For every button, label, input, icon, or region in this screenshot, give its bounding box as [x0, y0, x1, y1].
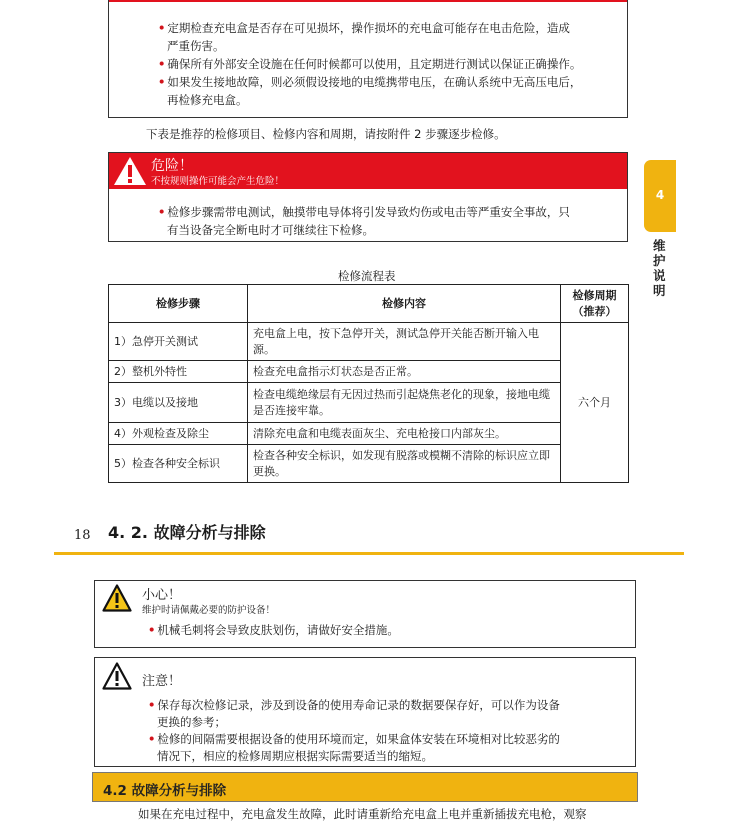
- top-box-header-remnant: [109, 0, 627, 2]
- top-bullet-1-cont: 严重伤害。: [167, 39, 225, 53]
- danger-bullet: • 检修步骤需带电测试，触摸带电导体将引发导致灼伤或电击等严重安全事故，只: [158, 205, 570, 219]
- row-step: 4）外观检查及除尘: [109, 423, 248, 445]
- period-cell: 六个月: [561, 323, 629, 483]
- top-bullet-2: • 确保所有外部安全设施在任何时候都可以使用，且定期进行测试以保证正确操作。: [158, 57, 582, 71]
- notice-title: 注意！: [142, 674, 182, 689]
- intro-paragraph: 下表是推荐的检修项目、检修内容和周期，请按附件 2 步骤逐步检修。: [146, 127, 506, 141]
- row-step: 3）电缆以及接地: [109, 383, 248, 423]
- top-bullet-3-cont: 再检修充电盒。: [167, 93, 248, 107]
- row-step: 5）检查各种安全标识: [109, 445, 248, 483]
- caution-warning-icon: [102, 584, 132, 612]
- table-row: [109, 323, 629, 361]
- table-row: [109, 383, 629, 423]
- table-row: [109, 445, 629, 483]
- notice-bullet-2-cont: 情况下，相应的检修周期应根据实际需要适当的缩短。: [157, 749, 433, 763]
- chapter-tab-label: 维护说明: [653, 238, 666, 298]
- caution-bullet: • 机械毛刺将会导致皮肤划伤，请做好安全措施。: [148, 623, 399, 637]
- caution-title: 小心！: [142, 588, 182, 603]
- row-content: 检查电缆绝缘层有无因过热而引起烧焦老化的现象，接地电缆是否连接牢靠。: [248, 383, 561, 423]
- header-content: 检修内容: [248, 285, 561, 323]
- section-heading: 4. 2. 故障分析与排除: [108, 523, 266, 542]
- danger-warning-icon: [113, 156, 147, 186]
- table-row: [109, 423, 629, 445]
- table-header-row: [109, 285, 629, 323]
- danger-header: [109, 153, 627, 189]
- table-caption: 检修流程表: [338, 269, 396, 283]
- row-content: 充电盒上电，按下急停开关，测试急停开关能否断开输入电源。: [248, 323, 561, 361]
- header-period: 检修周期 （推荐）: [561, 285, 629, 323]
- top-bullet-1: • 定期检查充电盒是否存在可见损坏，操作损坏的充电盒可能存在电击危险，造成: [158, 21, 570, 35]
- row-content: 清除充电盒和电缆表面灰尘、充电枪接口内部灰尘。: [248, 423, 561, 445]
- row-step: 1）急停开关测试: [109, 323, 248, 361]
- danger-title: 危险！: [151, 158, 193, 174]
- caution-subtitle: 维护时请佩戴必要的防护设备！: [142, 605, 276, 616]
- row-step: 2）整机外特性: [109, 361, 248, 383]
- row-content: 检查充电盒指示灯状态是否正常。: [248, 361, 561, 383]
- header-step: 检修步骤: [109, 285, 248, 323]
- notice-warning-icon: [102, 662, 132, 690]
- row-content: 检查各种安全标识，如发现有脱落或模糊不清除的标识应立即更换。: [248, 445, 561, 483]
- table-row: [109, 361, 629, 383]
- notice-bullet-1: • 保存每次检修记录，涉及到设备的使用寿命记录的数据要保存好，可以作为设备: [148, 698, 560, 712]
- danger-bullet-cont: 有当设备完全断电时才可继续往下检修。: [167, 223, 374, 237]
- subsection-heading: 4.2 故障分析与排除: [103, 783, 227, 799]
- top-bullet-3: • 如果发生接地故障，则必须假设接地的电缆携带电压，在确认系统中无高压电后，: [158, 75, 582, 89]
- chapter-tab: 4: [644, 160, 676, 232]
- subsection-heading-bar: [92, 772, 638, 802]
- page-number: 18: [74, 528, 91, 543]
- inspection-table: [108, 284, 629, 483]
- notice-bullet-1-cont: 更换的参考；: [157, 715, 226, 729]
- bottom-paragraph: 如果在充电过程中，充电盒发生故障，此时请重新给充电盒上电并重新插拔充电枪，观察: [138, 807, 587, 821]
- section-divider: [54, 552, 684, 555]
- notice-bullet-2: • 检修的间隔需要根据设备的使用环境而定，如果盒体安装在环境相对比较恶劣的: [148, 732, 560, 746]
- danger-subtitle: 不按规则操作可能会产生危险！: [151, 176, 285, 187]
